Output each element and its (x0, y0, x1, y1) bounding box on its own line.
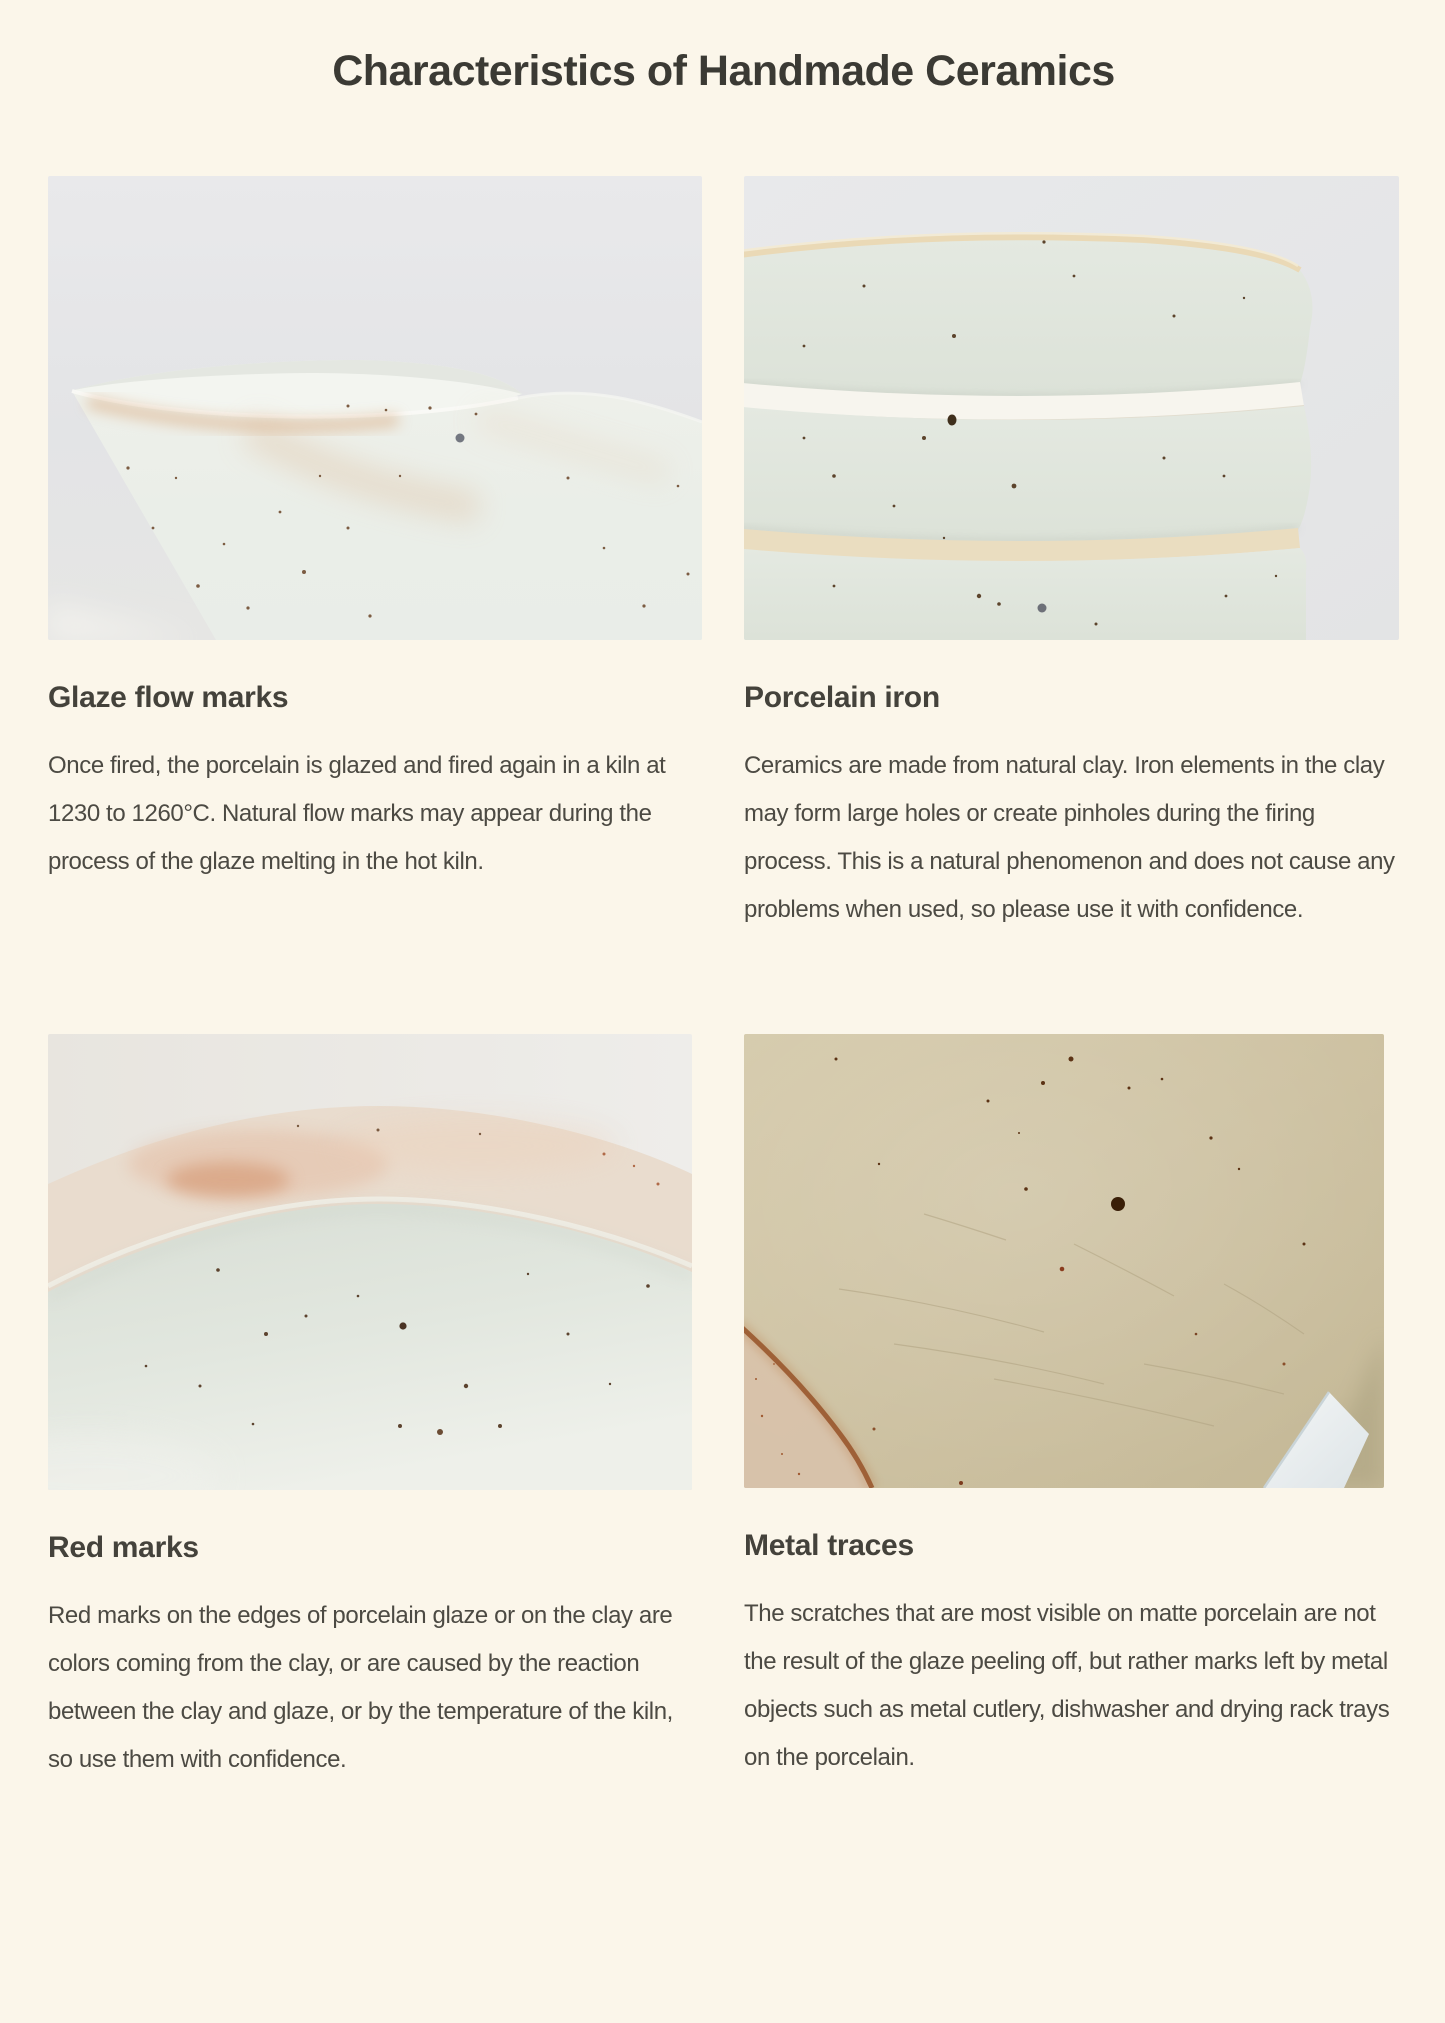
section-card-red-marks (48, 1034, 702, 1784)
stacked-bowls-illustration (744, 176, 1399, 640)
ceramic-cup-illustration (48, 176, 702, 640)
bowl-interior-illustration (48, 1034, 692, 1490)
section-card-glaze-flow-marks (48, 176, 702, 886)
section-body: Ceramics are made from natural clay. Iron elements in the clay may form large holes or create pinholes during the firing process. This is a natural phenomenon and does not cause any problems when used, so please use it with confidence. (744, 751, 1395, 923)
sections-grid (48, 176, 1399, 1784)
section-body: Once fired, the porcelain is glazed and fired again in a kiln at 1230 to 1260°C. Natural flow marks may appear during the process of the glaze melting in the hot kiln. (48, 751, 666, 875)
metal-traces-photo (744, 1034, 1384, 1488)
red-marks-photo (48, 1034, 692, 1490)
section-heading: Red marks (48, 1530, 199, 1564)
section-heading: Glaze flow marks (48, 680, 289, 714)
page-title: Characteristics of Handmade Ceramics (332, 47, 1115, 95)
porcelain-iron-photo (744, 176, 1399, 640)
section-body: The scratches that are most visible on matte porcelain are not the result of the glaze peeling off, but rather marks left by metal objects such as metal cutlery, dishwasher and drying rack trays on the porcelain. (744, 1599, 1390, 1771)
section-card-metal-traces (744, 1034, 1399, 1782)
section-card-porcelain-iron (744, 176, 1399, 934)
section-heading: Porcelain iron (744, 680, 940, 714)
section-heading: Metal traces (744, 1528, 914, 1562)
glaze-flow-marks-photo (48, 176, 702, 640)
section-body: Red marks on the edges of porcelain glaze or on the clay are colors coming from the clay, or are caused by the reaction between the clay and glaze, or by the temperature of the kiln, so use them with confidence. (48, 1601, 673, 1773)
matte-porcelain-illustration (744, 1034, 1384, 1488)
